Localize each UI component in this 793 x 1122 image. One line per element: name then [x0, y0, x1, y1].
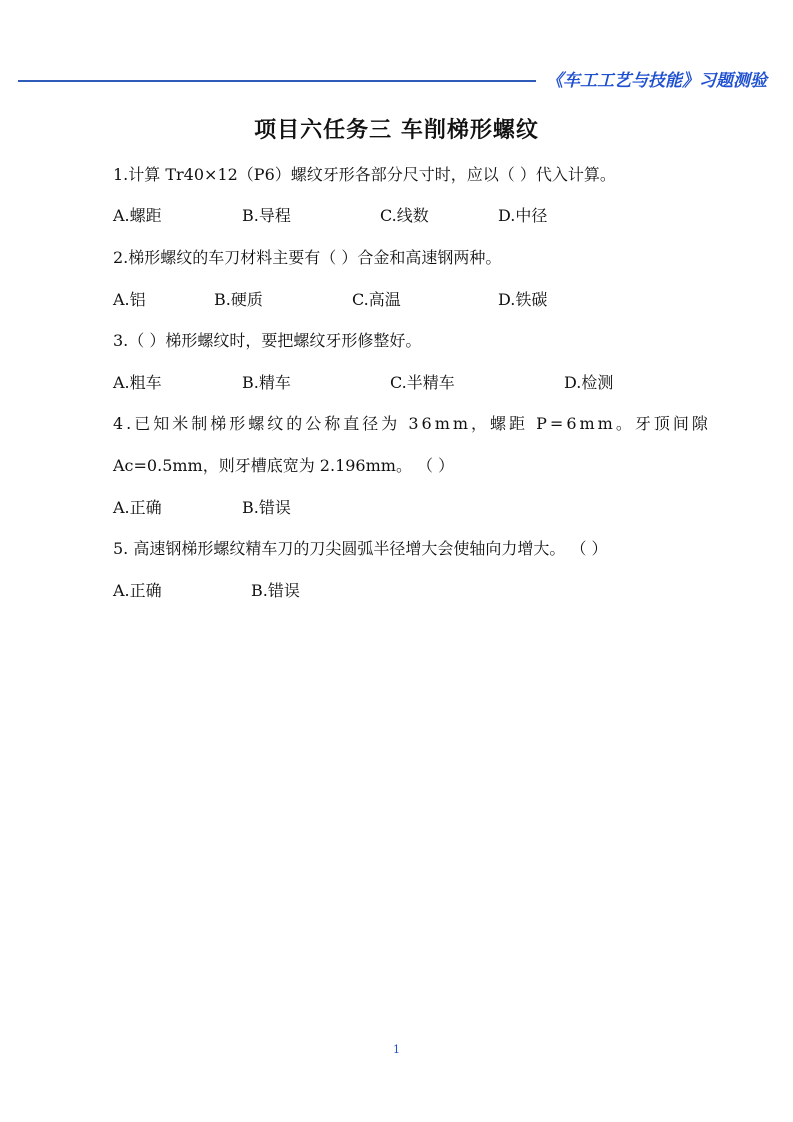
q2-option-c: C.高温: [352, 290, 401, 309]
question-2: 2.梯形螺纹的车刀材料主要有（ ）合金和高速钢两种。: [113, 248, 502, 267]
q2-option-d: D.铁碳: [498, 290, 548, 309]
question-1: 1.计算 Tr40×12（P6）螺纹牙形各部分尺寸时，应以（ ）代入计算。: [113, 165, 616, 184]
q1-option-d: D.中径: [498, 206, 548, 225]
q4-option-b: B.错误: [242, 498, 291, 517]
q4-option-a: A.正确: [113, 498, 162, 517]
q1-option-b: B.导程: [242, 206, 291, 225]
q1-option-c: C.线数: [380, 206, 429, 225]
q3-option-b: B.精车: [242, 373, 291, 392]
q3-option-a: A.粗车: [113, 373, 162, 392]
header-rule: [18, 80, 536, 82]
q3-option-d: D.检测: [564, 373, 614, 392]
q2-option-b: B.硬质: [214, 290, 263, 309]
question-3: 3.（ ）梯形螺纹时，要把螺纹牙形修整好。: [113, 331, 422, 350]
q3-option-c: C.半精车: [390, 373, 455, 392]
q5-option-a: A.正确: [113, 581, 162, 600]
question-4-line-1: 4.已知米制梯形螺纹的公称直径为 36mm，螺距 P=6mm。牙顶间隙: [113, 414, 711, 433]
page-title: 项目六任务三 车削梯形螺纹: [254, 118, 539, 143]
q2-option-a: A.铝: [113, 290, 146, 309]
question-5: 5. 高速钢梯形螺纹精车刀的刀尖圆弧半径增大会使轴向力增大。 （ ）: [113, 539, 608, 558]
q1-option-a: A.螺距: [113, 206, 162, 225]
question-4-line-2: Ac=0.5mm，则牙槽底宽为 2.196mm。 （ ）: [113, 456, 455, 475]
page-number: 1: [393, 1043, 400, 1056]
q5-option-b: B.错误: [251, 581, 300, 600]
header-book-title: 《车工工艺与技能》习题测验: [546, 71, 767, 91]
